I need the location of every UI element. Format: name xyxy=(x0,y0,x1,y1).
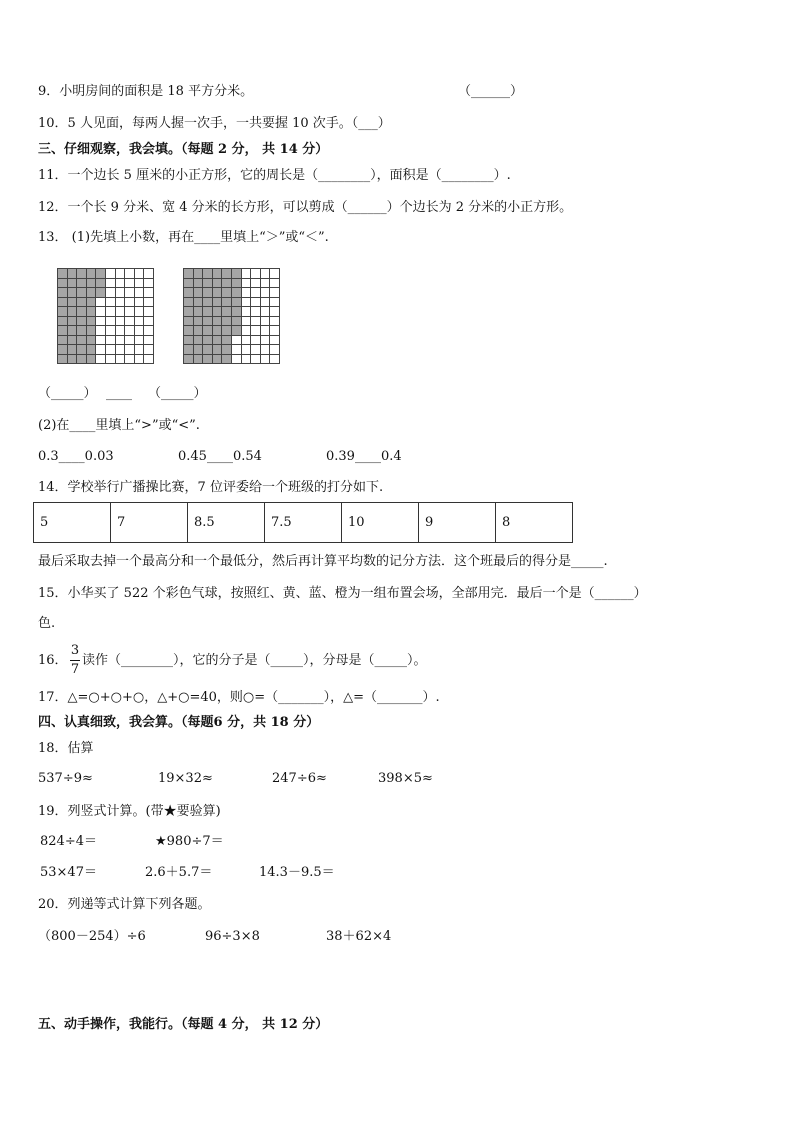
grid-cell xyxy=(222,355,232,365)
section-4-heading: 四、认真细致，我会算。（每题6 分，共 18 分） xyxy=(38,715,320,730)
q13-compare-3: 0.39____0.4 xyxy=(326,449,402,464)
q13-prompt: 13． (1)先填上小数，再在____里填上“＞”或“＜”. xyxy=(38,230,329,245)
grid-cell xyxy=(125,336,135,346)
grid-cell xyxy=(194,269,204,279)
grid-cell xyxy=(106,336,116,346)
grid-cell xyxy=(261,336,271,346)
grid-cell xyxy=(125,345,135,355)
grid-cell xyxy=(77,336,87,346)
grid-cell xyxy=(184,355,194,365)
grid-cell xyxy=(135,345,145,355)
grid-cell xyxy=(261,298,271,308)
grid-cell xyxy=(251,279,261,289)
grid-cell xyxy=(116,269,126,279)
grid-cell xyxy=(96,317,106,327)
grid-cell xyxy=(96,345,106,355)
grid-cell xyxy=(135,288,145,298)
q16-prefix: 16． xyxy=(38,653,68,668)
grid-cell xyxy=(77,326,87,336)
grid-cell xyxy=(251,298,261,308)
section-3-heading: 三、仔细观察，我会填。（每题 2 分， 共 14 分） xyxy=(38,142,329,157)
grid-cell xyxy=(242,326,252,336)
grid-cell xyxy=(135,269,145,279)
q9-answer-blank[interactable]: （______） xyxy=(458,84,524,99)
grid-cell xyxy=(222,326,232,336)
grid-cell xyxy=(116,307,126,317)
score-cell: 8.5 xyxy=(188,503,265,543)
grid-cell xyxy=(135,336,145,346)
grid-cell xyxy=(135,326,145,336)
section-5-heading: 五、动手操作，我能行。（每题 4 分， 共 12 分） xyxy=(38,1017,329,1032)
grid-cell xyxy=(77,288,87,298)
q15-line-2: 色. xyxy=(38,616,56,631)
grid-cell xyxy=(213,288,223,298)
grid-cell xyxy=(270,298,280,308)
grid-cell xyxy=(77,298,87,308)
grid-cell xyxy=(106,317,116,327)
grid-cell xyxy=(203,317,213,327)
grid-cell xyxy=(203,298,213,308)
grid-cell xyxy=(270,345,280,355)
q19-item: ★980÷7＝ xyxy=(155,834,224,849)
grid-cell xyxy=(135,279,145,289)
grid-cell xyxy=(68,288,78,298)
grid-cell xyxy=(270,307,280,317)
grid-cell xyxy=(77,279,87,289)
q18-item: 398×5≈ xyxy=(378,771,433,786)
grid-cell xyxy=(68,336,78,346)
grid-cell xyxy=(213,345,223,355)
grid-cell xyxy=(125,288,135,298)
q14-follow: 最后采取去掉一个最高分和一个最低分，然后再计算平均数的记分方法．这个班最后的得分是_____. xyxy=(38,554,608,569)
grid-cell xyxy=(96,279,106,289)
grid-cell xyxy=(232,269,242,279)
grid-cell xyxy=(68,326,78,336)
grid-cell xyxy=(203,345,213,355)
grid-cell xyxy=(213,269,223,279)
q20-item: 38＋62×4 xyxy=(326,929,392,944)
grid-cell xyxy=(222,336,232,346)
grid-cell xyxy=(222,317,232,327)
grid-cell xyxy=(194,326,204,336)
grid-cell xyxy=(203,307,213,317)
grid-cell xyxy=(222,279,232,289)
grid-cell xyxy=(251,269,261,279)
grid-cell xyxy=(144,355,154,365)
grid-cell xyxy=(68,298,78,308)
grid-cell xyxy=(203,279,213,289)
grid-cell xyxy=(106,298,116,308)
q9-text: 9．小明房间的面积是 18 平方分米。 xyxy=(38,84,254,99)
grid-cell xyxy=(135,307,145,317)
q19-item: 14.3－9.5＝ xyxy=(259,865,335,880)
grid-cell xyxy=(270,317,280,327)
grid-cell xyxy=(87,336,97,346)
grid-cell xyxy=(68,269,78,279)
grid-cell xyxy=(270,269,280,279)
grid-cell xyxy=(232,345,242,355)
grid-cell xyxy=(87,345,97,355)
grid-cell xyxy=(87,298,97,308)
score-cell: 7.5 xyxy=(265,503,342,543)
grid-cell xyxy=(106,345,116,355)
grid-cell xyxy=(106,288,116,298)
score-cell: 5 xyxy=(34,503,111,543)
grid-cell xyxy=(194,298,204,308)
grid-cell xyxy=(232,298,242,308)
q20-item: （800－254）÷6 xyxy=(38,929,146,944)
grid-cell xyxy=(144,298,154,308)
grid-cell xyxy=(144,336,154,346)
grid-cell xyxy=(194,279,204,289)
grid-cell xyxy=(261,269,271,279)
grid-cell xyxy=(242,279,252,289)
grid-cell xyxy=(135,317,145,327)
grid-cell xyxy=(144,269,154,279)
q19-item: 2.6＋5.7＝ xyxy=(145,865,213,880)
grid-cell xyxy=(58,345,68,355)
grid-cell xyxy=(106,307,116,317)
grid-cell xyxy=(58,326,68,336)
grid-cell xyxy=(68,355,78,365)
grid-cell xyxy=(222,345,232,355)
grid-cell xyxy=(261,279,271,289)
grid-cell xyxy=(232,317,242,327)
grid-cell xyxy=(144,288,154,298)
grid-cell xyxy=(96,355,106,365)
q13-blank-2[interactable]: （_____） xyxy=(148,386,207,401)
grid-cell xyxy=(242,355,252,365)
grid-cell xyxy=(232,326,242,336)
q18-title: 18．估算 xyxy=(38,741,94,756)
grid-cell xyxy=(222,288,232,298)
grid-cell xyxy=(251,317,261,327)
q13-grid-1 xyxy=(57,268,154,364)
q14-score-table xyxy=(33,502,573,543)
q13-grid-2 xyxy=(183,268,280,364)
grid-cell xyxy=(125,279,135,289)
grid-cell xyxy=(213,355,223,365)
score-cell: 10 xyxy=(342,503,419,543)
fraction-denominator: 7 xyxy=(70,662,80,677)
grid-cell xyxy=(251,355,261,365)
grid-cell xyxy=(116,288,126,298)
grid-cell xyxy=(203,355,213,365)
grid-cell xyxy=(251,288,261,298)
grid-cell xyxy=(96,269,106,279)
grid-cell xyxy=(116,279,126,289)
q18-item: 19×32≈ xyxy=(158,771,213,786)
grid-cell xyxy=(116,345,126,355)
grid-cell xyxy=(125,298,135,308)
q14-prompt: 14．学校举行广播操比赛，7 位评委给一个班级的打分如下. xyxy=(38,480,384,495)
grid-cell xyxy=(213,307,223,317)
grid-cell xyxy=(270,326,280,336)
grid-cell xyxy=(77,307,87,317)
grid-cell xyxy=(222,269,232,279)
grid-cell xyxy=(135,355,145,365)
grid-cell xyxy=(125,317,135,327)
grid-cell xyxy=(232,279,242,289)
grid-cell xyxy=(144,317,154,327)
grid-cell xyxy=(251,336,261,346)
grid-cell xyxy=(184,288,194,298)
grid-cell xyxy=(261,317,271,327)
grid-cell xyxy=(96,336,106,346)
q11-text: 11．一个边长 5 厘米的小正方形，它的周长是（________），面积是（________）. xyxy=(38,168,511,183)
grid-cell xyxy=(77,345,87,355)
grid-cell xyxy=(261,326,271,336)
q19-title: 19．列竖式计算。(带★要验算) xyxy=(38,804,221,819)
grid-cell xyxy=(213,336,223,346)
grid-cell xyxy=(116,298,126,308)
grid-cell xyxy=(125,326,135,336)
grid-cell xyxy=(106,279,116,289)
q15-line-1: 15．小华买了 522 个彩色气球，按照红、黄、蓝、橙为一组布置会场，全部用完．最后一个是（______） xyxy=(38,586,647,601)
q18-item: 247÷6≈ xyxy=(272,771,327,786)
grid-cell xyxy=(184,269,194,279)
grid-cell xyxy=(242,307,252,317)
q13-part2: (2)在____里填上“>”或“<”. xyxy=(38,418,200,433)
grid-cell xyxy=(270,279,280,289)
grid-cell xyxy=(232,355,242,365)
grid-cell xyxy=(203,269,213,279)
q19-item: 824÷4＝ xyxy=(40,834,97,849)
grid-cell xyxy=(125,307,135,317)
grid-cell xyxy=(184,336,194,346)
grid-cell xyxy=(87,288,97,298)
grid-cell xyxy=(213,298,223,308)
grid-cell xyxy=(184,345,194,355)
score-cell: 8 xyxy=(496,503,573,543)
q16-fraction xyxy=(70,644,80,677)
grid-cell xyxy=(87,355,97,365)
grid-cell xyxy=(144,326,154,336)
grid-cell xyxy=(96,288,106,298)
grid-cell xyxy=(251,326,261,336)
grid-cell xyxy=(242,269,252,279)
grid-cell xyxy=(58,307,68,317)
grid-cell xyxy=(87,317,97,327)
grid-cell xyxy=(184,317,194,327)
q17-text: 17．△=○+○+○，△+○=40，则○=（_______），△=（_______）. xyxy=(38,690,440,705)
grid-cell xyxy=(106,355,116,365)
grid-cell xyxy=(87,307,97,317)
grid-cell xyxy=(96,298,106,308)
grid-cell xyxy=(58,279,68,289)
grid-cell xyxy=(242,317,252,327)
grid-cell xyxy=(135,298,145,308)
grid-cell xyxy=(261,355,271,365)
grid-cell xyxy=(270,336,280,346)
grid-cell xyxy=(213,317,223,327)
grid-cell xyxy=(125,269,135,279)
grid-cell xyxy=(232,307,242,317)
fraction-numerator: 3 xyxy=(70,643,80,658)
grid-cell xyxy=(116,336,126,346)
grid-cell xyxy=(68,279,78,289)
grid-cell xyxy=(58,355,68,365)
q12-text: 12．一个长 9 分米、宽 4 分米的长方形，可以剪成（______）个边长为 2 分米的小正方形。 xyxy=(38,200,573,215)
grid-cell xyxy=(222,307,232,317)
grid-cell xyxy=(232,336,242,346)
grid-cell xyxy=(242,288,252,298)
grid-cell xyxy=(203,288,213,298)
grid-cell xyxy=(270,355,280,365)
grid-cell xyxy=(116,326,126,336)
q16-text: 读作（________），它的分子是（_____），分母是（_____）。 xyxy=(82,653,427,668)
grid-cell xyxy=(222,298,232,308)
grid-cell xyxy=(242,336,252,346)
grid-cell xyxy=(106,269,116,279)
grid-cell xyxy=(106,326,116,336)
grid-cell xyxy=(194,288,204,298)
grid-cell xyxy=(96,307,106,317)
grid-cell xyxy=(87,326,97,336)
grid-cell xyxy=(251,345,261,355)
grid-cell xyxy=(203,336,213,346)
q13-compare-2: 0.45____0.54 xyxy=(178,449,262,464)
grid-cell xyxy=(58,288,68,298)
grid-cell xyxy=(213,279,223,289)
grid-cell xyxy=(213,326,223,336)
score-cell: 9 xyxy=(419,503,496,543)
grid-cell xyxy=(261,345,271,355)
grid-cell xyxy=(58,298,68,308)
grid-cell xyxy=(194,345,204,355)
q13-compare-1: 0.3____0.03 xyxy=(38,449,114,464)
q10-text: 10．5 人见面，每两人握一次手，一共要握 10 次手。（___） xyxy=(38,116,391,131)
grid-cell xyxy=(87,269,97,279)
grid-cell xyxy=(68,317,78,327)
grid-cell xyxy=(96,326,106,336)
q13-compare-blank[interactable]: ____ xyxy=(106,386,132,401)
grid-cell xyxy=(251,307,261,317)
q18-item: 537÷9≈ xyxy=(38,771,93,786)
grid-cell xyxy=(58,336,68,346)
grid-cell xyxy=(58,269,68,279)
q19-item: 53×47＝ xyxy=(40,865,97,880)
grid-cell xyxy=(144,279,154,289)
grid-cell xyxy=(261,307,271,317)
grid-cell xyxy=(77,269,87,279)
grid-cell xyxy=(77,317,87,327)
grid-cell xyxy=(194,317,204,327)
grid-cell xyxy=(68,345,78,355)
grid-cell xyxy=(194,307,204,317)
q13-blank-1[interactable]: （_____） xyxy=(38,386,97,401)
q20-title: 20．列递等式计算下列各题。 xyxy=(38,897,211,912)
grid-cell xyxy=(261,288,271,298)
grid-cell xyxy=(125,355,135,365)
grid-cell xyxy=(232,288,242,298)
grid-cell xyxy=(242,345,252,355)
grid-cell xyxy=(87,279,97,289)
grid-cell xyxy=(116,355,126,365)
grid-cell xyxy=(58,317,68,327)
grid-cell xyxy=(194,336,204,346)
grid-cell xyxy=(144,345,154,355)
grid-cell xyxy=(270,288,280,298)
grid-cell xyxy=(144,307,154,317)
grid-cell xyxy=(184,298,194,308)
grid-cell xyxy=(68,307,78,317)
score-cell: 7 xyxy=(111,503,188,543)
grid-cell xyxy=(203,326,213,336)
grid-cell xyxy=(116,317,126,327)
grid-cell xyxy=(77,355,87,365)
grid-cell xyxy=(242,298,252,308)
grid-cell xyxy=(184,307,194,317)
grid-cell xyxy=(194,355,204,365)
grid-cell xyxy=(184,279,194,289)
grid-cell xyxy=(184,326,194,336)
q20-item: 96÷3×8 xyxy=(205,929,260,944)
